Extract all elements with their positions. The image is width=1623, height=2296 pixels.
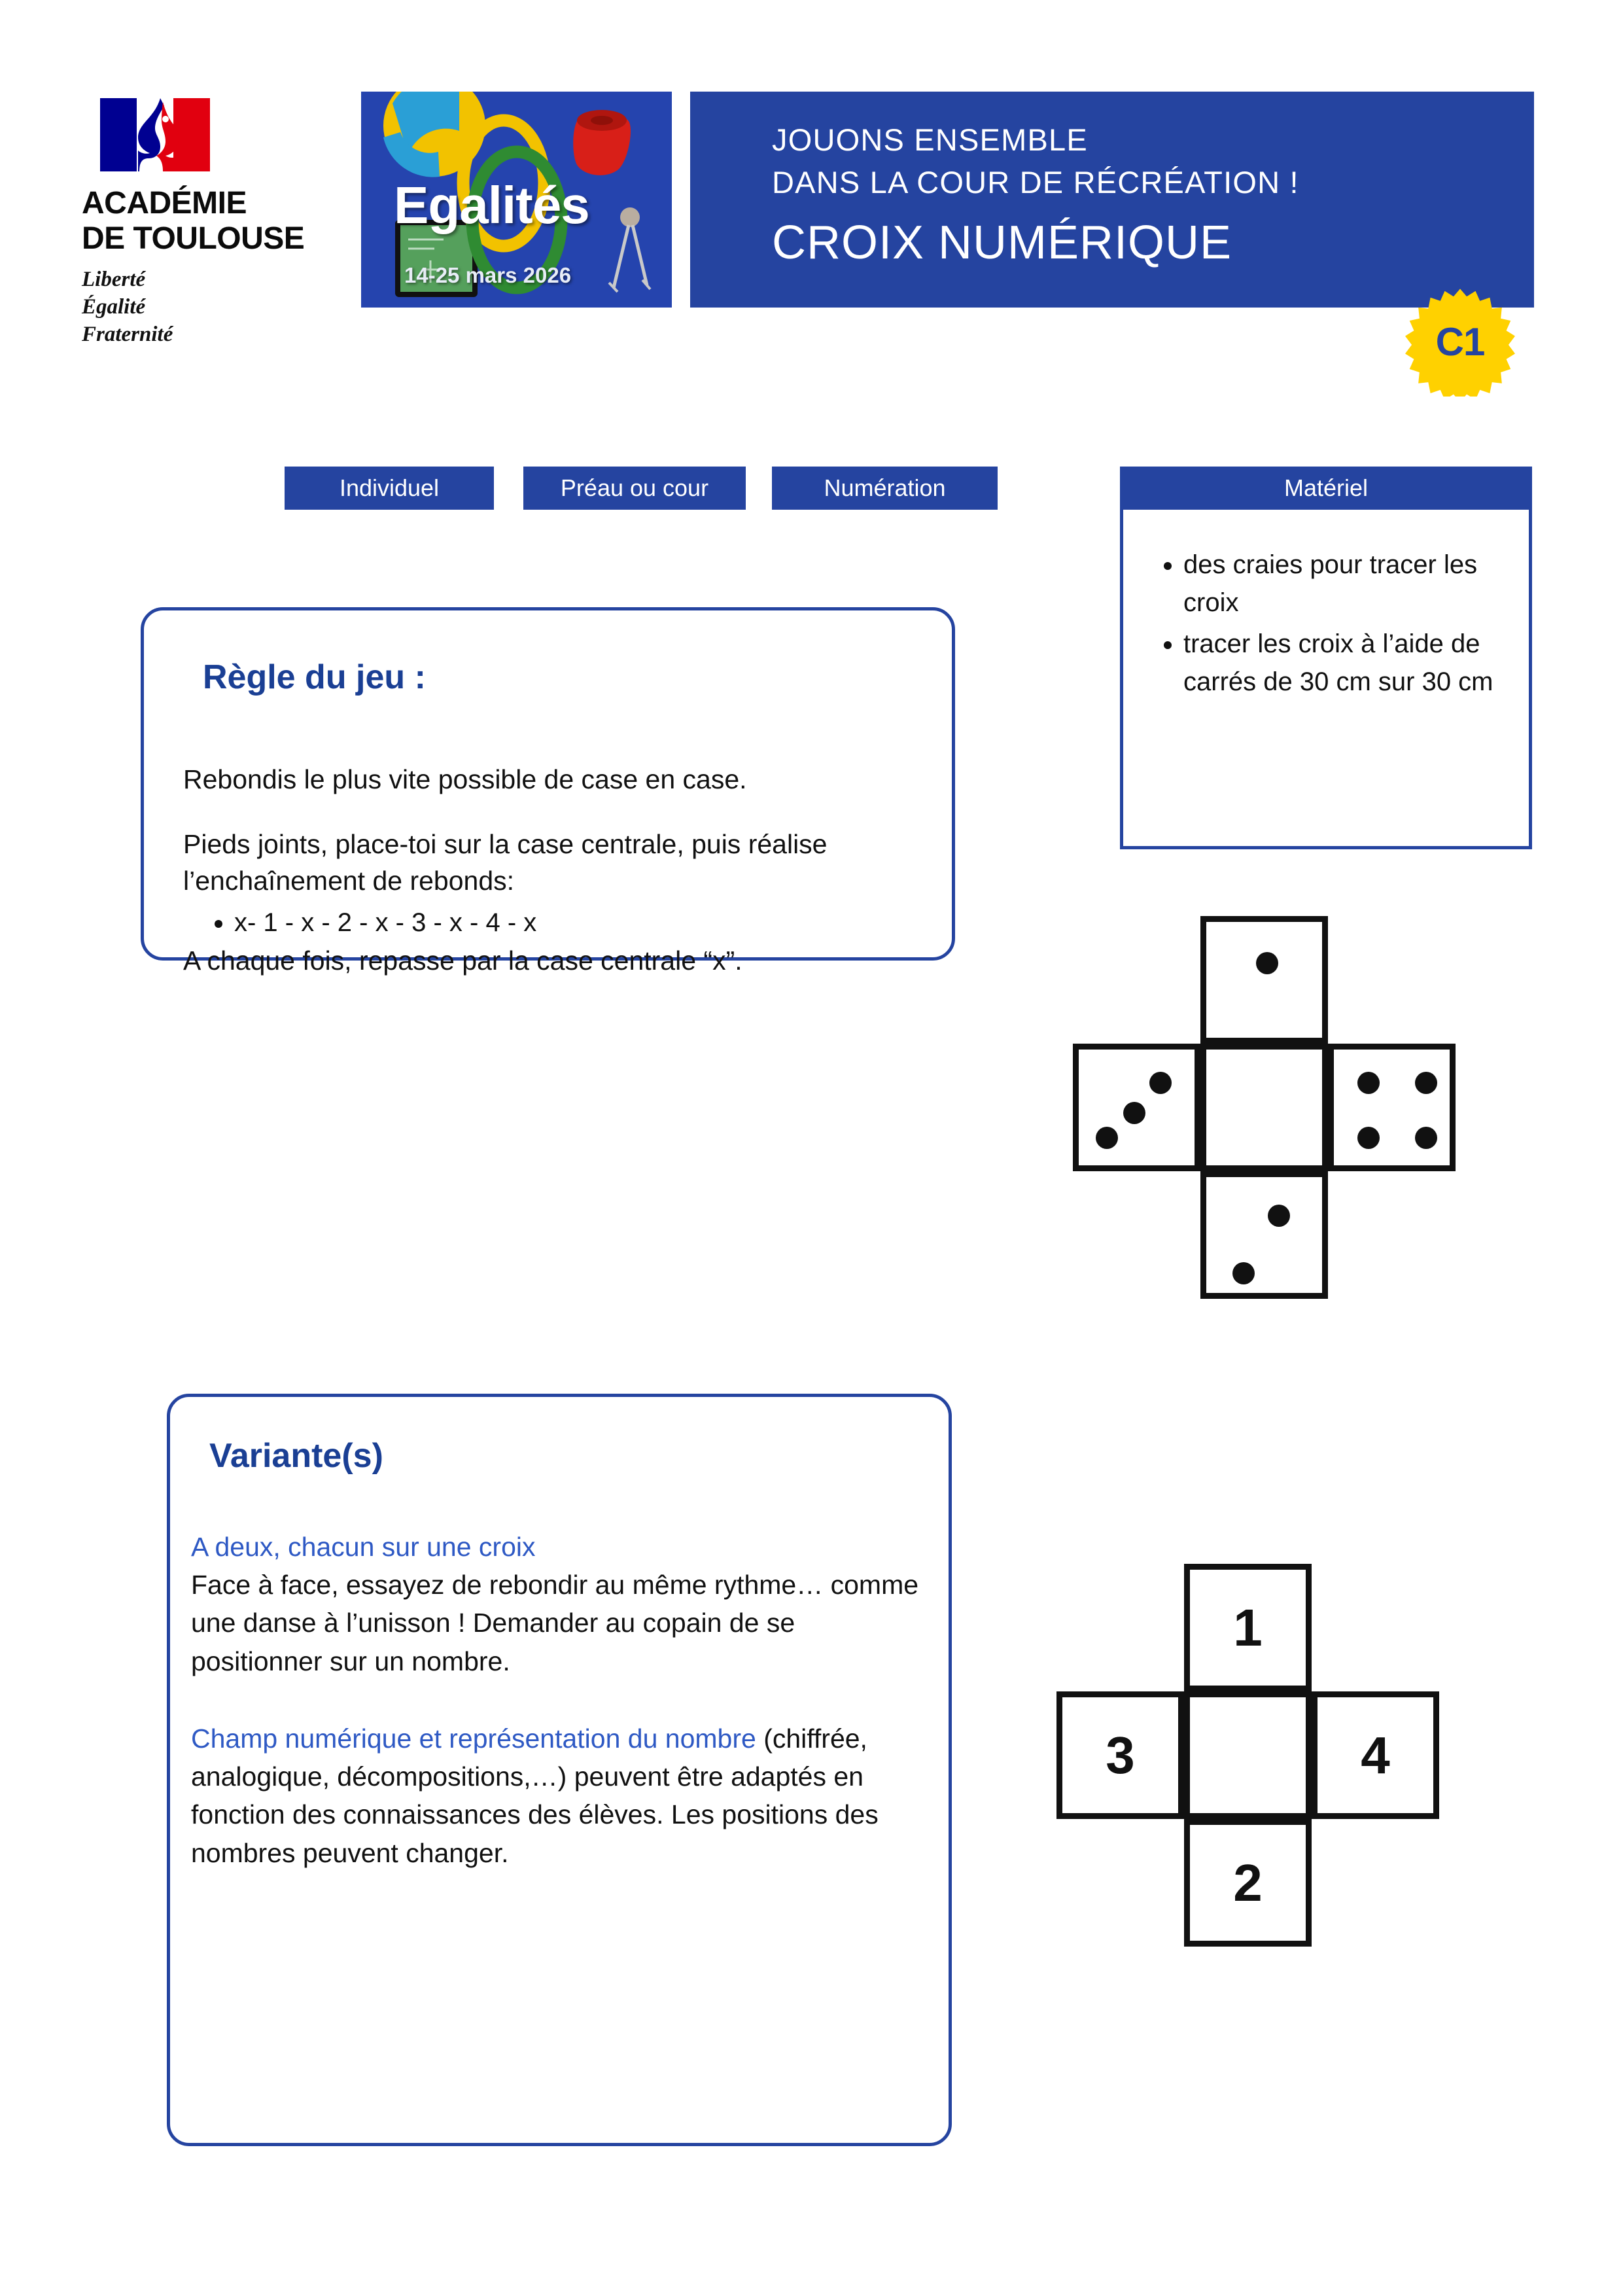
num-cell-right-value: 4	[1361, 1725, 1390, 1784]
academie-logo-block	[75, 98, 330, 348]
page-title: CROIX NUMÉRIQUE	[772, 217, 1232, 269]
tag-numeration[interactable]	[772, 467, 998, 510]
motto-liberte: Liberté	[82, 267, 146, 291]
pip	[1096, 1127, 1118, 1149]
list-item: • tracer les croix à l’aide de carrés de 30 cm sur 30 cm	[1183, 625, 1509, 701]
variante-text-1: Face à face, essayez de rebondir au même rythme… comme une danse à l’unisson ! Demander au copain de se positionner sur un nombre.	[191, 1570, 919, 1676]
materiel-list	[1149, 546, 1509, 701]
num-cell-left-value: 3	[1106, 1725, 1135, 1784]
dice-cross-diagram	[1073, 916, 1456, 1299]
cross-cell-right	[1328, 1044, 1456, 1171]
cross-cell-top	[1200, 916, 1328, 1044]
banner-subtitle-line-2: DANS LA COUR DE RÉCRÉATION !	[772, 164, 1299, 200]
regle-paragraph-2: Pieds joints, place-toi sur la case centrale, puis réalise l’enchaînement de rebonds:	[183, 828, 828, 896]
motto-fraternite: Fraternité	[82, 322, 173, 346]
banner-subtitle	[772, 119, 1299, 204]
num-cell-left	[1056, 1691, 1184, 1819]
badge-label: C1	[1435, 319, 1485, 364]
variante-body	[191, 1528, 930, 1872]
variantes-card	[167, 1394, 952, 2146]
variante-heading-1: A deux, chacun sur une croix	[191, 1532, 536, 1562]
french-republic-flag-icon	[100, 98, 210, 171]
pip	[1123, 1102, 1145, 1124]
regle-paragraph-1: Rebondis le plus vite possible de case en case.	[183, 764, 747, 794]
pip	[1357, 1127, 1380, 1149]
num-cell-top	[1184, 1564, 1312, 1691]
regle-du-jeu-card	[141, 607, 955, 976]
republic-motto	[82, 266, 330, 349]
cross-cell-center	[1200, 1044, 1328, 1171]
page-header	[0, 0, 1623, 406]
tag-preau-ou-cour[interactable]	[523, 467, 746, 510]
pip	[1357, 1072, 1380, 1094]
regle-body	[183, 761, 922, 980]
egalites-date: 14-25 mars 2026	[404, 263, 572, 287]
pip	[1268, 1205, 1290, 1227]
variante-heading-2: Champ numérique et représentation du nombre	[191, 1723, 756, 1754]
tag-individuel[interactable]	[285, 467, 494, 510]
list-item: • x- 1 - x - 2 - x - 3 - x - 4 - x	[234, 905, 922, 941]
motto-egalite: Égalité	[82, 294, 146, 319]
academie-line-2: DE TOULOUSE	[82, 221, 305, 256]
pip	[1256, 952, 1278, 974]
egalites-event-image	[361, 92, 672, 308]
num-cell-center	[1184, 1691, 1312, 1819]
tag-preau-ou-cour-label: Préau ou cour	[560, 474, 709, 501]
num-cell-bottom	[1184, 1819, 1312, 1947]
egalites-title: Egalités	[394, 176, 589, 234]
academie-line-1: ACADÉMIE	[82, 186, 247, 221]
academie-name	[82, 186, 330, 256]
pip	[1232, 1262, 1255, 1284]
regle-sequence-list	[183, 905, 922, 941]
pip	[1149, 1072, 1172, 1094]
cross-cell-bottom	[1200, 1171, 1328, 1299]
list-item: • des craies pour tracer les croix	[1183, 546, 1509, 622]
pip	[1415, 1127, 1437, 1149]
banner-subtitle-line-1: JOUONS ENSEMBLE	[772, 122, 1088, 157]
materiel-body	[1120, 510, 1532, 849]
num-cell-right	[1312, 1691, 1439, 1819]
level-badge-c1	[1405, 287, 1515, 397]
variante-title: Variante(s)	[209, 1437, 383, 1475]
regle-closing: A chaque fois, repasse par la case centrale “x”.	[183, 945, 742, 976]
materiel-header	[1120, 467, 1532, 510]
title-banner	[690, 92, 1534, 308]
num-cell-top-value: 1	[1233, 1598, 1263, 1657]
variante-item-1	[191, 1528, 930, 1680]
num-cell-center-value	[1190, 1697, 1306, 1813]
num-cell-bottom-value: 2	[1233, 1853, 1263, 1912]
materiel-panel	[1120, 467, 1532, 856]
tag-individuel-label: Individuel	[339, 474, 440, 501]
number-cross-diagram	[1056, 1564, 1439, 1947]
materiel-title: Matériel	[1283, 474, 1369, 501]
variante-text-2: (chiffrée, analogique, décompositions,…) peuvent être adaptés en fonction des connaissances des élèves. Les positions des nombres peuvent changer.	[191, 1723, 879, 1868]
regle-title: Règle du jeu :	[203, 658, 426, 696]
pip	[1415, 1072, 1437, 1094]
cross-cell-left	[1073, 1044, 1200, 1171]
tag-numeration-label: Numération	[824, 474, 946, 501]
variante-item-2	[191, 1720, 930, 1872]
